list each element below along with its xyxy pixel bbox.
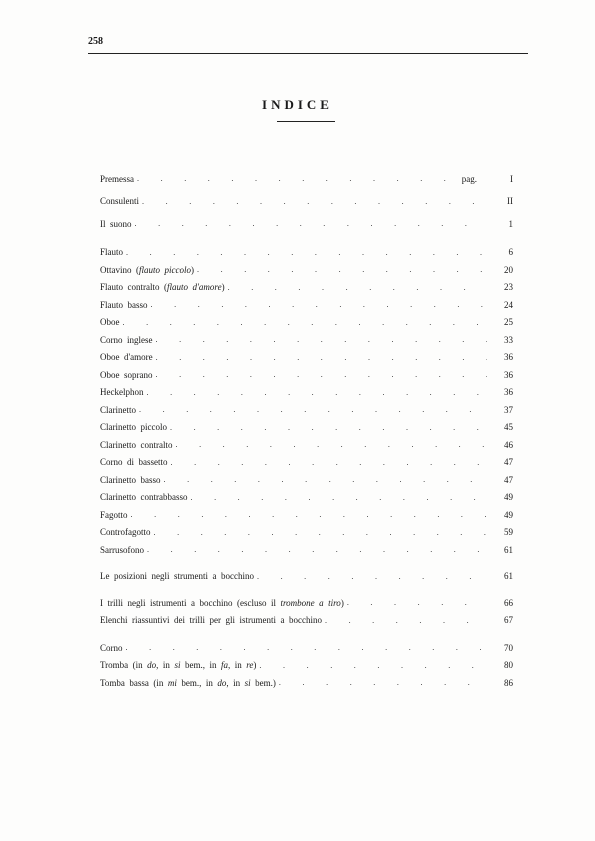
toc-entry <box>100 296 513 314</box>
toc-entry <box>100 489 513 507</box>
toc-entry <box>100 384 513 402</box>
toc-entry-page: 46 <box>487 440 513 450</box>
toc-entry-title: Flauto basso <box>100 300 151 310</box>
section-gap <box>100 585 513 594</box>
toc-entry <box>100 524 513 542</box>
toc-entry-title: Corno di bassetto <box>100 457 171 467</box>
toc-entry-title: Tromba (in do, in si bem., in fa, in re) <box>100 660 259 670</box>
toc-entry-page: 86 <box>487 678 513 688</box>
toc-entry <box>100 612 513 630</box>
toc-entry-title: I trilli negli istrumenti a bocchino (escluso il trombone a tiro) <box>100 598 347 608</box>
toc-entry <box>100 594 513 612</box>
toc-entry-title: Premessa <box>100 174 137 184</box>
dot-leader <box>325 616 487 625</box>
toc-entry-page: 66 <box>487 598 513 608</box>
dot-leader <box>151 300 487 309</box>
dot-leader <box>156 335 488 344</box>
toc-entry-page: 24 <box>487 300 513 310</box>
toc-entry-page: 59 <box>487 527 513 537</box>
dot-leader <box>197 265 487 274</box>
toc-entry <box>100 331 513 349</box>
toc-entry-title: Oboe d'amore <box>100 352 156 362</box>
toc-entry-title: Clarinetto contrabbasso <box>100 492 190 502</box>
toc-entry <box>100 279 513 297</box>
dot-leader <box>228 283 487 292</box>
toc-entry-page: 6 <box>487 247 513 257</box>
toc-entry-page: 47 <box>487 475 513 485</box>
section-gap <box>100 629 513 639</box>
toc-entry-title: Heckelphon <box>100 387 146 397</box>
toc-entry-page: 37 <box>487 405 513 415</box>
toc-entry-title: Tomba bassa (in mi bem., in do, in si bem.) <box>100 678 279 688</box>
toc-entry-title: Controfagotto <box>100 527 154 537</box>
toc-entry-title: Consulenti <box>100 196 142 206</box>
dot-leader <box>259 661 487 670</box>
toc-entry-title: Corno inglese <box>100 335 156 345</box>
dot-leader <box>126 248 487 257</box>
pag-label: pag. <box>462 174 487 184</box>
toc-entry <box>100 568 513 586</box>
dot-leader <box>190 493 487 502</box>
toc-entry-title: Oboe soprano <box>100 370 156 380</box>
section-gap <box>100 559 513 568</box>
toc-entry <box>100 674 513 692</box>
toc-entry <box>100 366 513 384</box>
dot-leader <box>347 598 487 607</box>
toc-entry-page: 45 <box>487 422 513 432</box>
toc-entry-title: Oboe <box>100 317 123 327</box>
section-gap <box>100 233 513 244</box>
dot-leader <box>164 475 488 484</box>
dot-leader <box>146 388 487 397</box>
toc-entry-title: Il suono <box>100 219 135 229</box>
toc-entry-page: 70 <box>487 643 513 653</box>
dot-leader <box>131 510 487 519</box>
toc-entry-title: Clarinetto <box>100 405 139 415</box>
toc-entry <box>100 639 513 657</box>
dot-leader <box>175 440 487 449</box>
dot-leader <box>154 528 488 537</box>
toc-entry-page: 61 <box>487 571 513 581</box>
header-rule <box>88 53 528 54</box>
toc-entry <box>100 436 513 454</box>
dot-leader <box>123 318 488 327</box>
toc-entry <box>100 541 513 559</box>
toc-entry-title: Le posizioni negli strumenti a bocchino <box>100 571 257 581</box>
toc-entry-page: 23 <box>487 282 513 292</box>
toc-entry <box>100 471 513 489</box>
dot-leader <box>142 197 487 206</box>
dot-leader <box>137 174 462 183</box>
toc-entry <box>100 401 513 419</box>
title-underline <box>277 121 335 122</box>
toc-entry-title: Flauto contralto (flauto d'amore) <box>100 282 228 292</box>
toc-entry-title: Flauto <box>100 247 126 257</box>
dot-leader <box>156 370 488 379</box>
toc-entry-title: Elenchi riassuntivi dei trilli per gli istrumenti a bocchino <box>100 615 325 625</box>
toc-entry-page: 1 <box>487 219 513 229</box>
page-title: INDICE <box>262 97 333 112</box>
toc-entry-page: 36 <box>487 370 513 380</box>
toc-entry <box>100 244 513 262</box>
toc-entry-title: Corno <box>100 643 126 653</box>
toc-entry-page: 47 <box>487 457 513 467</box>
dot-leader <box>126 643 488 652</box>
toc-entry-title: Clarinetto basso <box>100 475 164 485</box>
toc-entry-page: 33 <box>487 335 513 345</box>
toc-entry-title: Ottavino (flauto piccolo) <box>100 265 197 275</box>
dot-leader <box>257 572 487 581</box>
toc-entry-page: 36 <box>487 352 513 362</box>
toc-entry-page: 61 <box>487 545 513 555</box>
toc-entry <box>100 454 513 472</box>
dot-leader <box>171 458 488 467</box>
toc-entry-title: Clarinetto piccolo <box>100 422 170 432</box>
dot-leader <box>156 353 487 362</box>
toc-entry <box>100 193 513 211</box>
toc-entry-page: I <box>487 174 513 184</box>
toc-entry-page: II <box>487 196 513 206</box>
dot-leader <box>170 423 487 432</box>
toc-entry-page: 80 <box>487 660 513 670</box>
toc-entry <box>100 349 513 367</box>
toc-entry <box>100 419 513 437</box>
toc-entry <box>100 215 513 233</box>
toc-entry <box>100 261 513 279</box>
page-number: 258 <box>88 36 103 47</box>
toc-entry-page: 20 <box>487 265 513 275</box>
toc-entry-page: 36 <box>487 387 513 397</box>
dot-leader <box>147 545 487 554</box>
toc-entry-page: 49 <box>487 492 513 502</box>
dot-leader <box>139 405 487 414</box>
toc-entry-title: Sarrusofono <box>100 545 147 555</box>
dot-leader <box>135 219 488 228</box>
toc-entry <box>100 314 513 332</box>
dot-leader <box>279 678 487 687</box>
toc-entry-page: 67 <box>487 615 513 625</box>
toc-entry <box>100 170 513 188</box>
toc-entry-title: Fagotto <box>100 510 131 520</box>
toc-entry <box>100 657 513 675</box>
toc-entry-title: Clarinetto contralto <box>100 440 175 450</box>
table-of-contents <box>100 170 513 692</box>
toc-entry-page: 49 <box>487 510 513 520</box>
toc-entry-page: 25 <box>487 317 513 327</box>
toc-entry <box>100 506 513 524</box>
